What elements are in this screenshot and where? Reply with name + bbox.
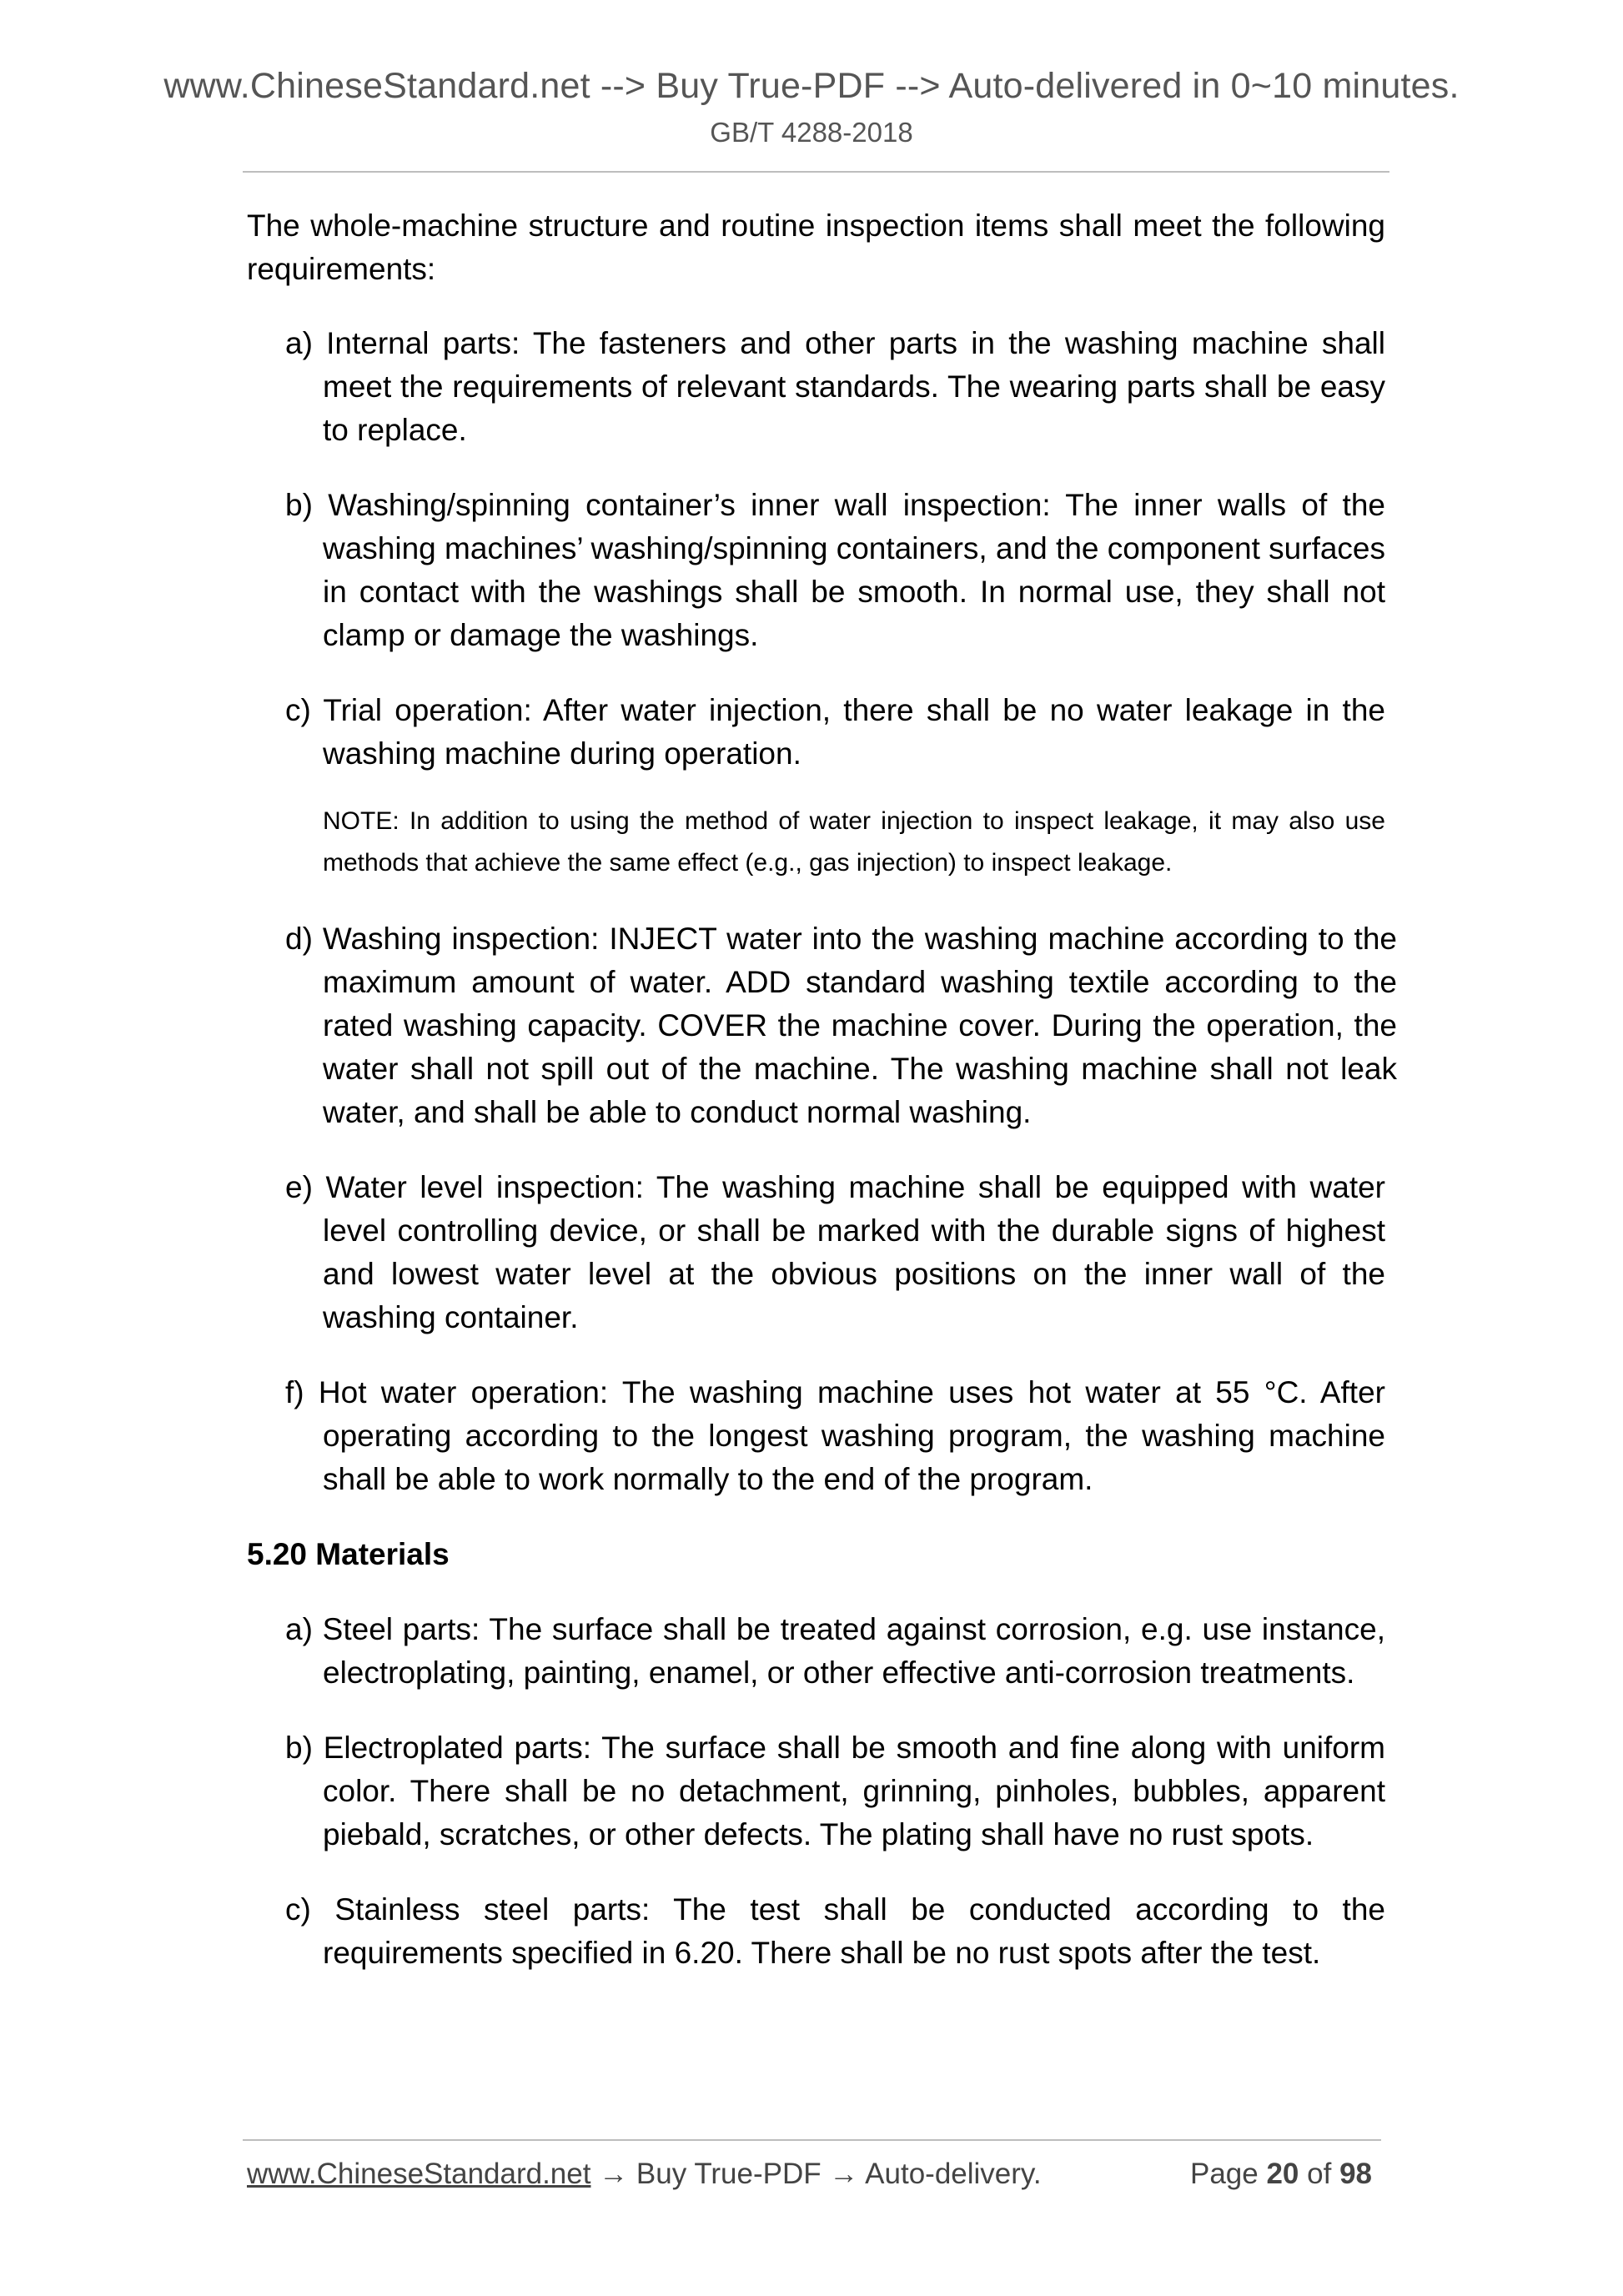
header-promo-text: www.ChineseStandard.net --> Buy True-PDF --> Auto-delivered in 0~10 minutes. <box>163 66 1460 106</box>
list-item-a-steel-parts: a) Steel parts: The surface shall be treated against corrosion, e.g. use instance, electroplating, painting, enamel, or other effective anti-corrosion treatments. <box>285 1612 1385 1690</box>
standard-number: GB/T 4288-2018 <box>710 117 913 148</box>
section-heading-materials: 5.20 Materials <box>247 1537 450 1571</box>
document-body <box>247 204 1397 2007</box>
list-item-e-water-level: e) Water level inspection: The washing machine shall be equipped with water level controlling device, or shall be marked with the durable signs of highest and lowest water level at the obvious positions on the inner wall of the washing container. <box>285 1170 1385 1334</box>
list-item-c-trial-operation: c) Trial operation: After water injection, there shall be no water leakage in the washing machine during operation. <box>285 693 1385 771</box>
list-item-f-hot-water: f) Hot water operation: The washing machine uses hot water at 55 °C. After operating according to the longest washing program, the washing machine shall be able to work normally to the end of the program. <box>285 1375 1385 1496</box>
list-item-b-inner-wall: b) Washing/spinning container’s inner wall inspection: The inner walls of the washing machines’ washing/spinning containers, and the component surfaces in contact with the washings shall be smooth. In normal use, they shall not clamp or damage the washings. <box>285 488 1385 652</box>
page-header <box>0 63 1623 151</box>
of-label: of <box>1307 2158 1332 2190</box>
header-divider <box>243 171 1389 173</box>
intro-paragraph: The whole-machine structure and routine inspection items shall meet the following requirements: <box>247 208 1385 286</box>
page-number: 20 <box>1266 2158 1299 2190</box>
total-pages: 98 <box>1339 2158 1372 2190</box>
page-label: Page <box>1189 2158 1259 2190</box>
page-footer <box>247 2154 1385 2194</box>
list-item-b-electroplated-parts: b) Electroplated parts: The surface shall be smooth and fine along with uniform color. There shall be no detachment, grinning, pinholes, bubbles, apparent piebald, scratches, or other defects. The plating shall have no rust spots. <box>285 1731 1385 1851</box>
page-counter <box>1190 2154 1372 2194</box>
list-item-d-washing-inspection: d) Washing inspection: INJECT water into the washing machine according to the maximum amount of water. ADD standard washing textile according to the rated washing capacity. COVER the machine cover. During the operation, the water shall not spill out of the machine. The washing machine shall not leak water, and shall be able to conduct normal washing. <box>285 922 1397 1129</box>
footer-divider <box>243 2139 1381 2141</box>
footer-site-link[interactable]: www.ChineseStandard.net <box>247 2158 591 2190</box>
footer-promo-text: → Buy True-PDF → Auto-delivery. <box>590 2158 1042 2190</box>
list-item-a-internal-parts: a) Internal parts: The fasteners and other parts in the washing machine shall meet the requirements of relevant standards. The wearing parts shall be easy to replace. <box>285 326 1385 447</box>
list-item-c-stainless-steel: c) Stainless steel parts: The test shall be conducted according to the requirements specified in 6.20. There shall be no rust spots after the test. <box>285 1892 1385 1970</box>
note-paragraph: NOTE: In addition to using the method of water injection to inspect leakage, it may also use methods that achieve the same effect (e.g., gas injection) to inspect leakage. <box>323 807 1385 877</box>
